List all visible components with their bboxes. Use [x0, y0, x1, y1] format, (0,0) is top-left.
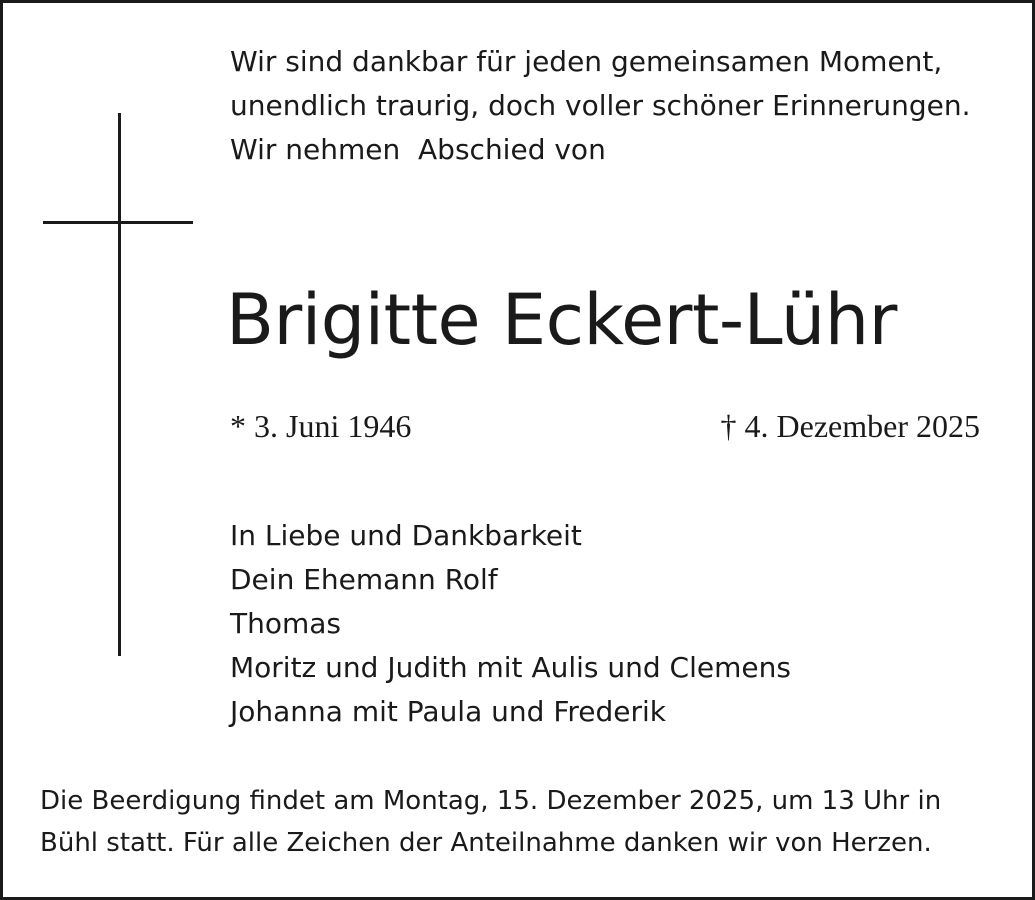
mourners-line: In Liebe und Dankbarkeit [230, 519, 582, 552]
death-date: † 4. Dezember 2025 [720, 408, 980, 444]
mourners-list [230, 514, 791, 734]
notice-line: Bühl statt. Für alle Zeichen der Anteilnahme danken wir von Herzen. [40, 828, 932, 858]
intro-line: Wir sind dankbar für jeden gemeinsamen Moment, [230, 45, 943, 78]
deceased-name: Brigitte Eckert-Lühr [226, 279, 897, 361]
intro-text [230, 40, 1020, 172]
intro-line: Wir nehmen Abschied von [230, 133, 606, 166]
mourners-line: Johanna mit Paula und Frederik [230, 695, 667, 728]
cross-horizontal-bar [43, 221, 193, 224]
birth-date: * 3. Juni 1946 [230, 408, 412, 444]
mourners-line: Dein Ehemann Rolf [230, 563, 498, 596]
funeral-notice [40, 780, 1020, 864]
intro-line: unendlich traurig, doch voller schöner Erinnerungen. [230, 89, 971, 122]
mourners-line: Moritz und Judith mit Aulis und Clemens [230, 651, 791, 684]
mourners-line: Thomas [230, 607, 342, 640]
cross-vertical-bar [118, 113, 121, 656]
notice-line: Die Beerdigung findet am Montag, 15. Dezember 2025, um 13 Uhr in [40, 786, 942, 816]
